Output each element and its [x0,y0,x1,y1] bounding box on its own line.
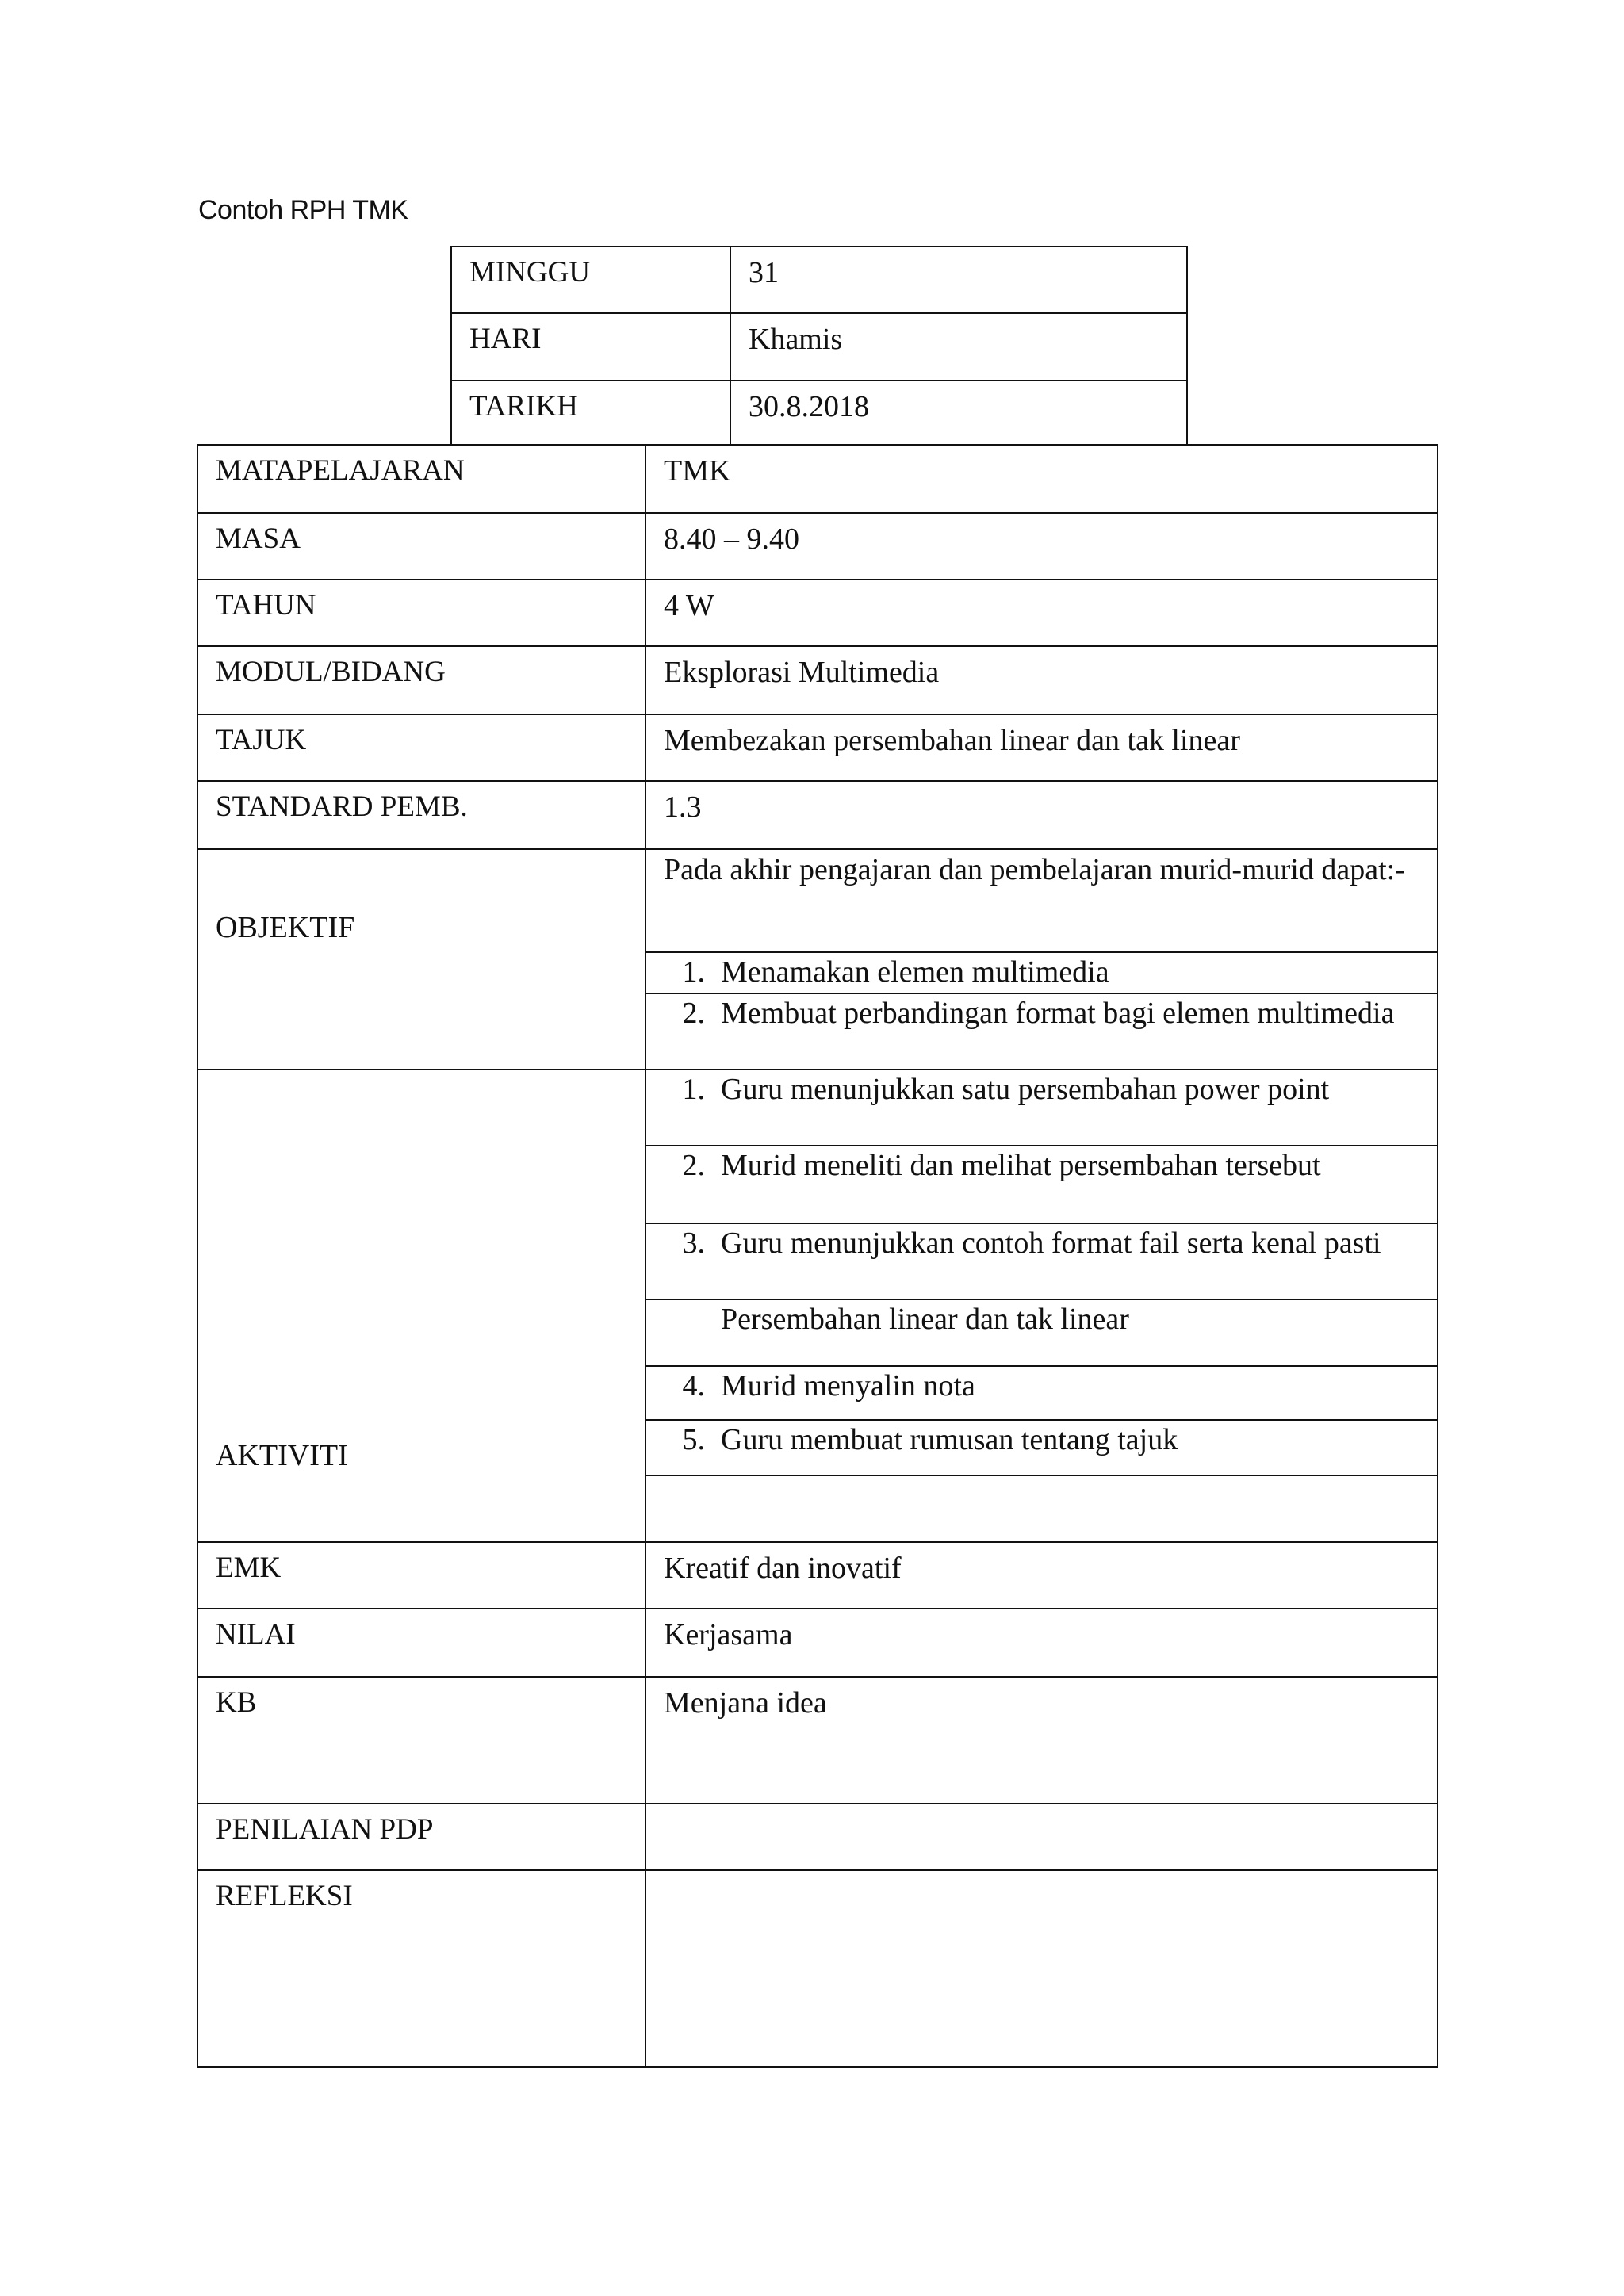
row-tajuk [197,714,1438,781]
value-modul: Eksplorasi Multimedia [645,646,1438,714]
aktiviti-item-number [646,1300,721,1338]
value-kb: Menjana idea [645,1677,1438,1804]
aktiviti-item-1 [645,1070,1438,1146]
aktiviti-item-number: 2. [682,1149,705,1182]
aktiviti-item-number: 3. [682,1226,705,1260]
value-refleksi [645,1870,1438,2067]
value-emk: Kreatif dan inovatif [645,1542,1438,1609]
objektif-item-text: Menamakan elemen multimedia [721,955,1109,989]
document-title: Contoh RPH TMK [198,195,408,225]
value-matapelajaran: TMK [645,445,1438,513]
aktiviti-item-text: Murid menyalin nota [721,1369,975,1402]
row-masa [197,513,1438,580]
objektif-item-1 [645,952,1438,993]
value-masa: 8.40 – 9.40 [645,513,1438,580]
header-label-tarikh: TARIKH [451,381,730,446]
label-aktiviti: AKTIVITI [216,1439,348,1472]
row-penilaian [197,1804,1438,1870]
value-standard: 1.3 [645,781,1438,849]
value-tajuk: Membezakan persembahan linear dan tak linear [645,714,1438,781]
aktiviti-item-number: 4. [682,1369,705,1402]
label-refleksi: REFLEKSI [197,1870,645,2067]
aktiviti-item-text: Guru menunjukkan satu persembahan power point [721,1073,1330,1106]
row-objektif-intro [197,849,1438,952]
label-standard: STANDARD PEMB. [197,781,645,849]
label-penilaian: PENILAIAN PDP [197,1804,645,1870]
header-row-tarikh [451,381,1187,446]
row-kb [197,1677,1438,1804]
label-emk: EMK [197,1542,645,1609]
aktiviti-item-text: Guru menunjukkan contoh format fail serta kenal pasti [721,1226,1381,1260]
header-value-minggu: 31 [730,247,1187,313]
row-emk [197,1542,1438,1609]
objektif-label-cell [197,849,645,1070]
aktiviti-label-cell [197,1070,645,1542]
objektif-item-2 [645,993,1438,1070]
header-label-hari: HARI [451,313,730,381]
value-nilai: Kerjasama [645,1609,1438,1677]
row-tahun [197,580,1438,646]
aktiviti-item-text: Persembahan linear dan tak linear [721,1303,1129,1336]
aktiviti-item-number: 1. [682,1073,705,1106]
label-tajuk: TAJUK [197,714,645,781]
row-matapelajaran [197,445,1438,513]
aktiviti-item-5 [645,1420,1438,1475]
aktiviti-item-text: Guru membuat rumusan tentang tajuk [721,1423,1178,1456]
header-value-tarikh: 30.8.2018 [730,381,1187,446]
row-aktiviti-item-1 [197,1070,1438,1146]
lesson-plan-table [197,444,1438,2068]
value-objektif-intro: Pada akhir pengajaran dan pembelajaran murid-murid dapat:- [645,849,1438,952]
aktiviti-empty-cell [645,1475,1438,1542]
label-matapelajaran: MATAPELAJARAN [197,445,645,513]
label-masa: MASA [197,513,645,580]
header-row-minggu [451,247,1187,313]
label-nilai: NILAI [197,1609,645,1677]
header-label-minggu: MINGGU [451,247,730,313]
label-kb: KB [197,1677,645,1804]
value-penilaian [645,1804,1438,1870]
aktiviti-item-text: Murid meneliti dan melihat persembahan tersebut [721,1149,1321,1182]
row-standard [197,781,1438,849]
row-modul [197,646,1438,714]
aktiviti-item-2 [645,1146,1438,1223]
label-tahun: TAHUN [197,580,645,646]
value-tahun: 4 W [645,580,1438,646]
header-row-hari [451,313,1187,381]
aktiviti-item-3 [645,1223,1438,1299]
row-refleksi [197,1870,1438,2067]
objektif-item-number: 1. [682,955,705,989]
label-modul: MODUL/BIDANG [197,646,645,714]
objektif-item-text: Membuat perbandingan format bagi elemen multimedia [721,997,1395,1030]
row-nilai [197,1609,1438,1677]
label-objektif: OBJEKTIF [216,911,355,944]
header-value-hari: Khamis [730,313,1187,381]
aktiviti-item-number: 5. [682,1423,705,1456]
objektif-item-number: 2. [682,997,705,1030]
aktiviti-item-3-continuation [645,1299,1438,1366]
header-info-table [450,246,1188,446]
aktiviti-item-4 [645,1366,1438,1420]
